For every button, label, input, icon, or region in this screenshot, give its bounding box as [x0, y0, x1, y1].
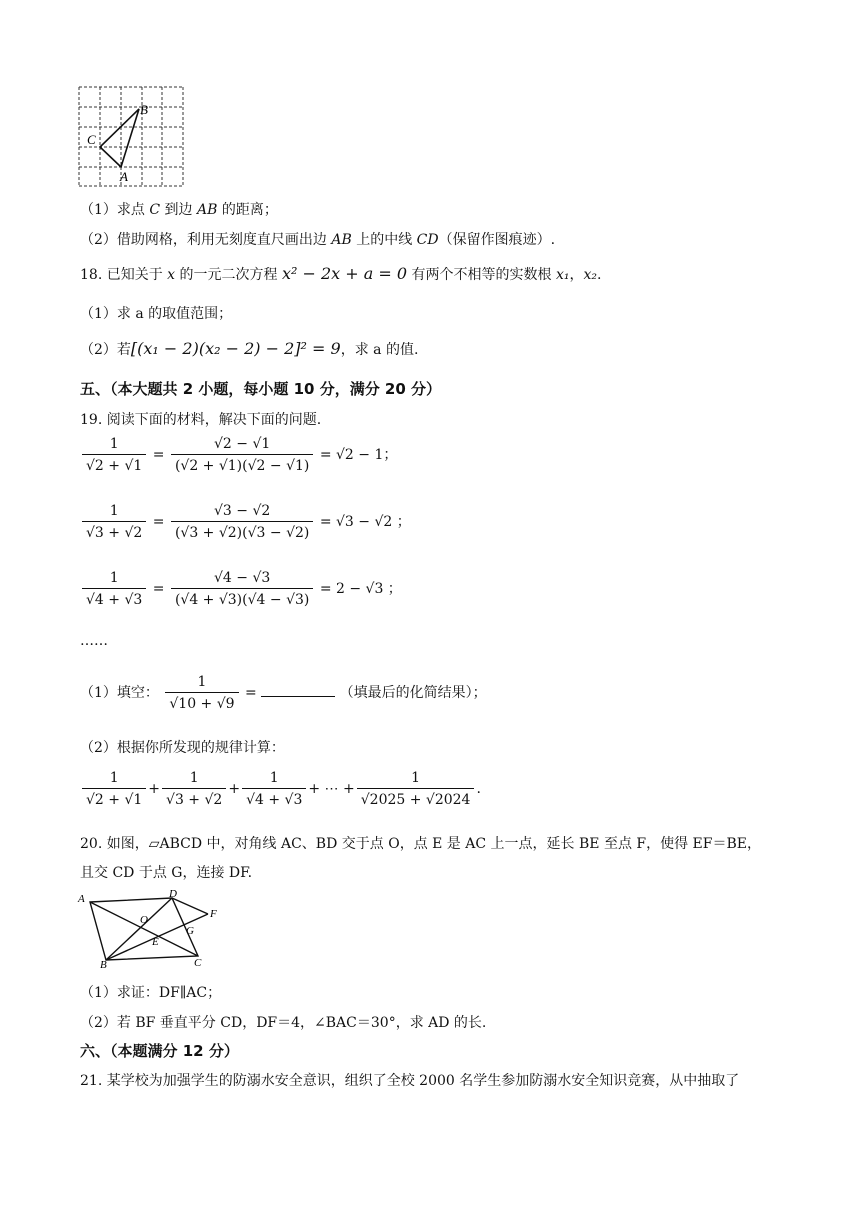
section-6-heading: 六、（本题满分 12 分） [80, 1042, 239, 1060]
q19-sum-expression [80, 770, 481, 808]
equals-sign: = [152, 514, 165, 530]
numerator: 1 [109, 570, 119, 586]
q18-root-x2: x₂ [583, 267, 598, 283]
numerator: √3 − √2 [214, 503, 271, 519]
fraction [171, 503, 313, 541]
q18-stem-text: 18. 已知关于 [80, 267, 168, 283]
q20-stem-line2: 且交 CD 于点 G，连接 DF. [80, 865, 253, 881]
q19-equation-1 [80, 436, 397, 474]
q19-equation-3 [80, 570, 402, 608]
answer-blank[interactable] [261, 684, 335, 697]
q20-stem-line1: 20. 如图，▱ABCD 中，对角线 AC、BD 交于点 O，点 E 是 AC 上一点，延长 BE 至点 F，使得 EF＝BE， [80, 836, 761, 852]
numerator: 1 [189, 770, 199, 786]
label-c: C [194, 957, 202, 969]
triangle-abc [100, 109, 139, 167]
q19-equation-2 [80, 503, 411, 541]
label-e: E [152, 936, 159, 948]
q18-end: . [597, 267, 602, 283]
fraction [171, 436, 313, 474]
plus-sign: + [228, 781, 241, 797]
equation-result: = 2 − √3 ； [319, 581, 402, 597]
label-a: A [120, 169, 128, 184]
label-b: B [100, 959, 107, 970]
numerator: 1 [197, 674, 207, 690]
label-c: C [87, 132, 96, 147]
equation-result: = √2 − 1； [319, 447, 398, 463]
q18-part2 [80, 339, 418, 359]
fraction [82, 770, 146, 808]
denominator: √4 + √3 [82, 588, 146, 608]
q17-part2-text-mid: 上的中线 [351, 232, 417, 248]
label-a: A [78, 893, 85, 905]
q18-stem-text-mid: 的一元二次方程 [175, 267, 282, 283]
denominator: (√3 + √2)(√3 − √2) [171, 521, 313, 541]
q18-equation: x² − 2x + a = 0 [281, 264, 408, 283]
q18-part2-text: （2）若 [80, 342, 131, 358]
q19-part1-text: （1）填空： [80, 685, 159, 701]
fraction [82, 436, 146, 474]
equals-sign: = [152, 447, 165, 463]
q18-stem-text-after: 有两个不相等的实数根 [407, 267, 556, 283]
numerator: 1 [109, 770, 119, 786]
q18-var-x: x [167, 267, 176, 283]
numerator: 1 [109, 436, 119, 452]
label-b: B [140, 102, 148, 117]
q20-part1: （1）求证：DF∥AC； [80, 985, 222, 1001]
q17-part1-text-mid: 到边 [160, 202, 197, 218]
plus-sign: + [148, 781, 161, 797]
fraction [357, 770, 475, 808]
q17-part2 [80, 229, 555, 249]
q19-part1-text-end: （填最后的化简结果）； [339, 685, 487, 701]
q17-part1-text-end: 的距离； [217, 202, 278, 218]
q17-part1-var-ab: AB [196, 202, 218, 218]
q18-part2-expression: [(x₁ − 2)(x₂ − 2) − 2]² = 9 [130, 339, 341, 358]
q19-stem: 19. 阅读下面的材料，解决下面的问题. [80, 412, 322, 428]
section-5-heading: 五、（本大题共 2 小题，每小题 10 分，满分 20 分） [80, 380, 442, 398]
label-f: F [210, 908, 217, 920]
denominator: (√2 + √1)(√2 − √1) [171, 454, 313, 474]
q17-part2-text: （2）借助网格，利用无刻度直尺画出边 [80, 232, 332, 248]
q18-stem [80, 264, 601, 284]
label-g: G [186, 925, 194, 937]
sum-dots: + ⋯ + [308, 781, 355, 797]
numerator: √2 − √1 [214, 436, 271, 452]
fraction [82, 570, 146, 608]
numerator: 1 [109, 503, 119, 519]
q18-sep: ， [569, 267, 584, 283]
parallelogram-figure [76, 890, 226, 970]
q18-part2-text-end: ，求 a 的值. [340, 342, 419, 358]
denominator: √3 + √2 [162, 788, 226, 808]
fraction [242, 770, 306, 808]
numerator: 1 [269, 770, 279, 786]
q17-part1-var-c: C [149, 202, 161, 218]
q17-part1 [80, 199, 278, 219]
label-o: O [140, 914, 148, 926]
q17-part1-text: （1）求点 [80, 202, 150, 218]
q18-root-x1: x₁ [555, 267, 570, 283]
numerator: 1 [411, 770, 421, 786]
q17-part2-var-cd: CD [416, 232, 439, 248]
grid-triangle-figure [76, 84, 186, 190]
q19-part1 [80, 674, 487, 712]
q20-part2: （2）若 BF 垂直平分 CD，DF＝4，∠BAC＝30°，求 AD 的长. [80, 1015, 487, 1031]
numerator: √4 − √3 [214, 570, 271, 586]
fraction [171, 570, 313, 608]
denominator: √4 + √3 [242, 788, 306, 808]
denominator: √2025 + √2024 [357, 788, 475, 808]
q19-ellipsis: …… [80, 633, 108, 649]
sum-end: . [476, 781, 481, 797]
q17-part2-var-ab: AB [331, 232, 352, 248]
denominator: √3 + √2 [82, 521, 146, 541]
q17-part2-text-end: （保留作图痕迹）. [438, 232, 556, 248]
denominator: (√4 + √3)(√4 − √3) [171, 588, 313, 608]
q18-part1: （1）求 a 的取值范围； [80, 306, 233, 322]
q21-stem-line1: 21. 某学校为加强学生的防溺水安全意识，组织了全校 2000 名学生参加防溺水安全知识竞赛，从中抽取了 [80, 1073, 740, 1089]
label-d: D [169, 890, 177, 900]
denominator: √2 + √1 [82, 788, 146, 808]
denominator: √10 + √9 [165, 692, 238, 712]
denominator: √2 + √1 [82, 454, 146, 474]
q19-part2: （2）根据你所发现的规律计算： [80, 740, 285, 756]
equation-result: = √3 − √2 ； [319, 514, 411, 530]
fraction [165, 674, 238, 712]
fraction [162, 770, 226, 808]
equals-sign: = [152, 581, 165, 597]
fraction [82, 503, 146, 541]
equals-sign: = [245, 685, 257, 701]
